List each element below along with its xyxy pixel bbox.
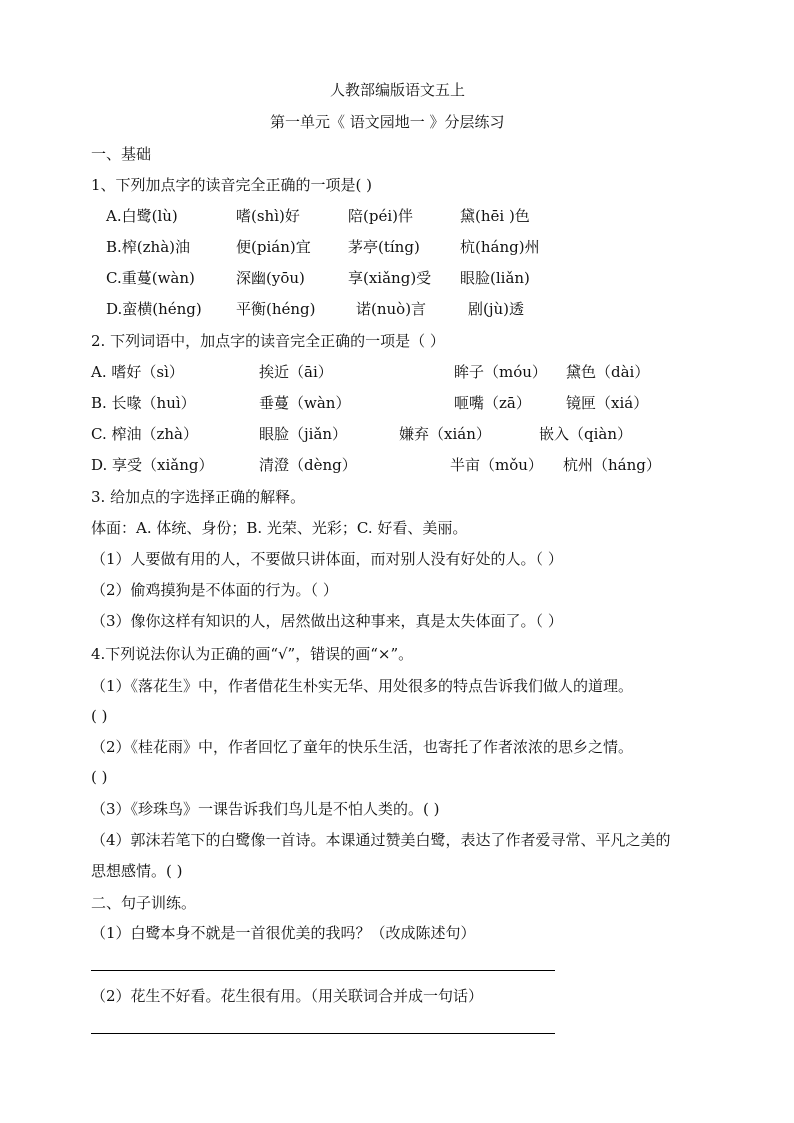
q2-option-b-3: 咂嘴（zā） (454, 394, 531, 412)
section-2-item-2: （2）花生不好看。花生很有用。（用关联词合并成一句话） (91, 987, 484, 1005)
q1-option-a-2: 嗜(shì)好 (236, 207, 300, 225)
question-3-item-2: （2）偷鸡摸狗是不体面的行为。（ ） (91, 581, 338, 599)
question-3-item-1: （1）人要做有用的人，不要做只讲体面，而对别人没有好处的人。（ ） (91, 550, 563, 568)
question-3-prompt: 3. 给加点的字选择正确的解释。 (91, 488, 306, 506)
q1-option-c-2: 深幽(yōu) (236, 269, 305, 287)
q1-option-d-4: 剧(jù)透 (468, 300, 525, 318)
q1-option-a-1: A.白鹭(lù) (106, 207, 178, 225)
question-3-definition: 体面：A. 体统、身份；B. 光荣、光彩；C. 好看、美丽。 (91, 519, 468, 537)
q1-option-c-4: 眼脸(liǎn) (460, 269, 530, 287)
q1-option-a-3: 陪(péi)伴 (348, 207, 413, 225)
answer-line-2[interactable] (91, 1033, 555, 1034)
question-4-item-1: （1）《落花生》中，作者借花生朴实无华、用处很多的特点告诉我们做人的道理。 (91, 677, 634, 695)
q2-option-a-4: 黛色（dài） (566, 363, 650, 381)
q1-option-d-2: 平衡(héng) (236, 300, 316, 318)
q2-option-c-3: 嫌弃（xián） (399, 425, 491, 443)
q1-option-b-4: 杭(háng)州 (460, 238, 540, 256)
section-heading-basics: 一、基础 (91, 145, 152, 163)
q1-option-b-1: B.榨(zhà)油 (106, 238, 191, 256)
section-heading-sentences: 二、句子训练。 (91, 894, 197, 912)
q2-option-d-2: 清澄（dèng） (259, 456, 357, 474)
q2-option-b-4: 镜匣（xiá） (566, 394, 649, 412)
question-4-item-4-line-2: 思想感情。( ) (91, 862, 183, 880)
q2-option-d-4: 杭州（háng） (563, 456, 661, 474)
q2-option-a-1: A. 嗜好（sì） (91, 363, 184, 381)
question-4-item-1-blank: ( ) (91, 707, 108, 725)
q2-option-d-3: 半亩（mǒu） (450, 456, 543, 474)
answer-line-1[interactable] (91, 970, 555, 971)
question-4-item-2-blank: ( ) (91, 768, 108, 786)
question-4-prompt: 4.下列说法你认为正确的画“√”，错误的画“×”。 (91, 645, 414, 663)
q2-option-a-2: 挨近（āi） (259, 363, 333, 381)
q1-option-b-3: 茅亭(tíng) (348, 238, 420, 256)
question-4-item-4-line-1: （4）郭沫若笔下的白鹭像一首诗。本课通过赞美白鹭，表达了作者爱寻常、平凡之美的 (91, 831, 671, 849)
q1-option-c-3: 享(xiǎng)受 (348, 269, 432, 287)
document-subtitle: 第一单元《 语文园地一 》分层练习 (270, 113, 505, 131)
q2-option-a-3: 眸子（móu） (454, 363, 547, 381)
q1-option-d-1: D.蛮横(héng) (106, 300, 202, 318)
q2-option-c-4: 嵌入（qiàn） (539, 425, 633, 443)
question-4-item-2: （2）《桂花雨》中，作者回忆了童年的快乐生活，也寄托了作者浓浓的思乡之情。 (91, 738, 634, 756)
q1-option-a-4: 黛(hēi )色 (460, 207, 530, 225)
section-2-item-1: （1）白鹭本身不就是一首很优美的我吗？（改成陈述句） (91, 924, 476, 942)
q2-option-b-1: B. 长喙（huì） (91, 394, 196, 412)
document-title: 人教部编版语文五上 (330, 81, 466, 99)
q2-option-c-2: 眼脸（jiǎn） (259, 425, 348, 443)
q2-option-b-2: 垂蔓（wàn） (259, 394, 351, 412)
question-1-prompt: 1、下列加点字的读音完全正确的一项是( ) (91, 176, 373, 194)
question-3-item-3: （3）像你这样有知识的人，居然做出这种事来，真是太失体面了。（ ） (91, 612, 563, 630)
q2-option-d-1: D. 享受（xiǎng） (91, 456, 214, 474)
question-2-prompt: 2. 下列词语中，加点字的读音完全正确的一项是（ ） (91, 332, 445, 350)
q1-option-b-2: 便(pián)宜 (236, 238, 311, 256)
q1-option-d-3: 诺(nuò)言 (356, 300, 427, 318)
q2-option-c-1: C. 榨油（zhà） (91, 425, 198, 443)
question-4-item-3: （3）《珍珠鸟》一课告诉我们鸟儿是不怕人类的。( ) (91, 800, 440, 818)
q1-option-c-1: C.重蔓(wàn) (106, 269, 195, 287)
